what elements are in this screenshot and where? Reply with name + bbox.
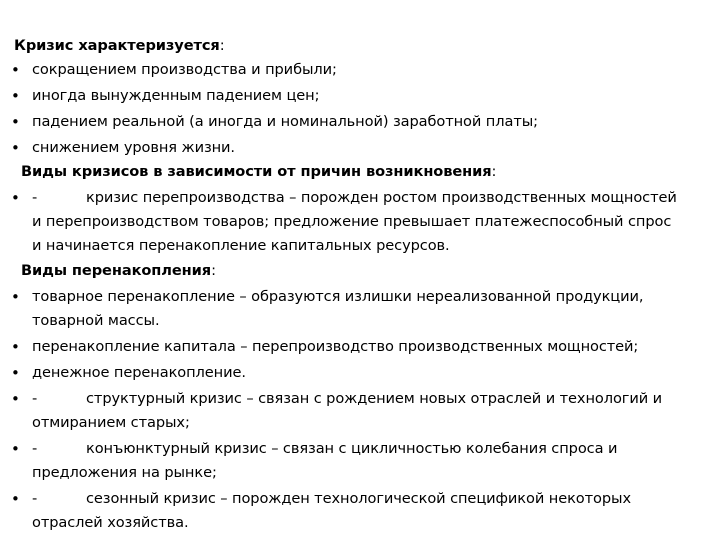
list-item-text: товарной массы. xyxy=(32,312,160,329)
list-item-text: денежное перенакопление. xyxy=(32,364,246,381)
list-item-text: сезонный кризис – порожден технологической спецификой некоторых xyxy=(86,490,631,507)
bullet-icon: • xyxy=(11,490,20,508)
list-item-text: иногда вынужденным падением цен; xyxy=(32,87,320,104)
heading-colon: : xyxy=(491,163,497,180)
list-item-text: и перепроизводством товаров; предложение превышает платежеспособный спрос xyxy=(32,213,672,230)
bullet-icon: • xyxy=(11,113,20,131)
bullet-icon: • xyxy=(11,440,20,458)
heading-colon: : xyxy=(219,37,225,54)
dash-marker: - xyxy=(32,490,38,507)
list-item-text: конъюнктурный кризис – связан с цикличностью колебания спроса и xyxy=(86,440,618,457)
bullet-icon: • xyxy=(11,390,20,408)
bullet-icon: • xyxy=(11,189,20,207)
bullet-icon: • xyxy=(11,338,20,356)
bullet-icon: • xyxy=(11,61,20,79)
heading-text: Кризис характеризуется xyxy=(14,37,220,54)
bullet-icon: • xyxy=(11,139,20,157)
bullet-icon: • xyxy=(11,87,20,105)
list-item-text: снижением уровня жизни. xyxy=(32,139,235,156)
list-item-text: и начинается перенакопление капитальных ресурсов. xyxy=(32,237,450,254)
list-item-text: перенакопление капитала – перепроизводство производственных мощностей; xyxy=(32,338,639,355)
dash-marker: - xyxy=(32,440,38,457)
list-item-text: отраслей хозяйства. xyxy=(32,514,189,531)
list-item-text: сокращением производства и прибыли; xyxy=(32,61,337,78)
dash-marker: - xyxy=(32,189,38,206)
heading-colon: : xyxy=(211,262,216,279)
bullet-icon: • xyxy=(11,288,20,306)
list-item-text: падением реальной (а иногда и номинальной) заработной платы; xyxy=(32,113,538,130)
list-item-text: отмиранием старых; xyxy=(32,414,190,431)
heading-text: Виды перенакопления xyxy=(21,262,212,279)
dash-marker: - xyxy=(32,390,38,407)
list-item-text: структурный кризис – связан с рождением новых отраслей и технологий и xyxy=(86,390,663,407)
list-item-text: кризис перепроизводства – порожден ростом производственных мощностей xyxy=(86,189,677,206)
heading-text: Виды кризисов в зависимости от причин возникновения xyxy=(21,163,492,180)
bullet-icon: • xyxy=(11,364,20,382)
list-item-text: предложения на рынке; xyxy=(32,464,217,481)
list-item-text: товарное перенакопление – образуются излишки нереализованной продукции, xyxy=(32,288,644,305)
